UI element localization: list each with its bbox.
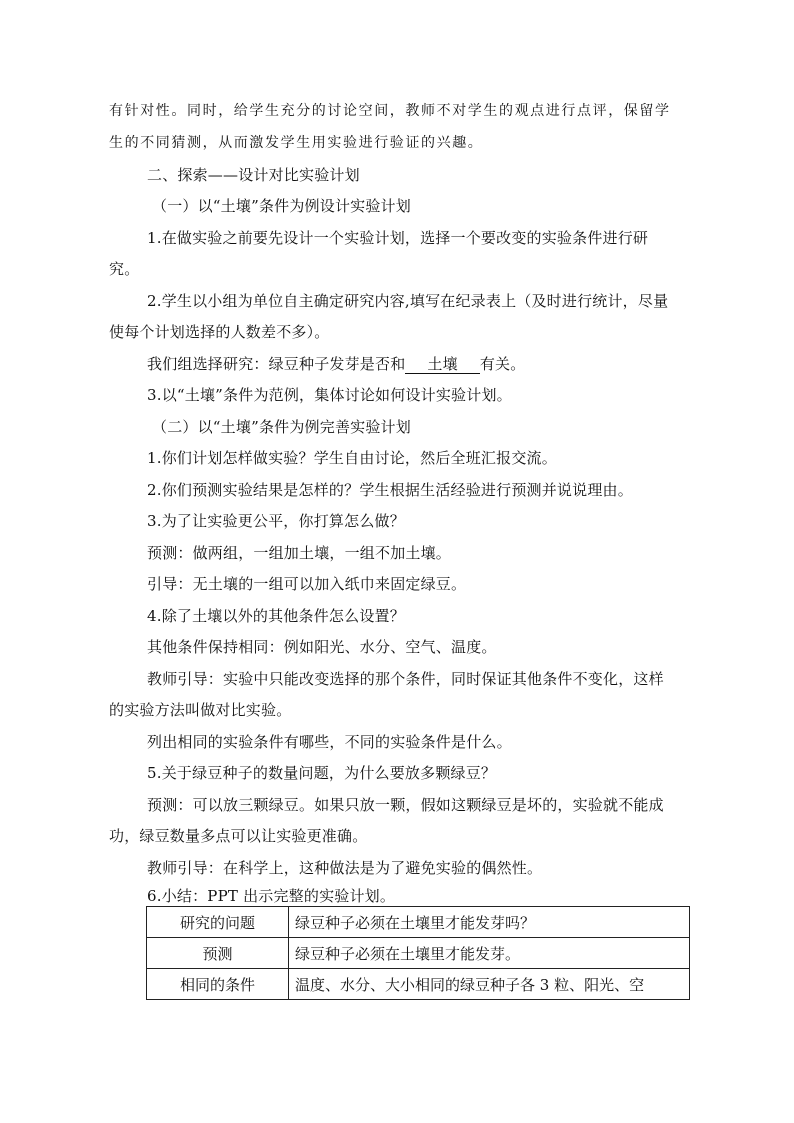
list-conditions: 列出相同的实验条件有哪些，不同的实验条件是什么。 — [147, 733, 512, 751]
paragraph-1-line-2: 究。 — [109, 260, 140, 278]
table-cell-label: 预测 — [147, 938, 289, 969]
table-row — [147, 969, 690, 1000]
paragraph-3: 3.以“土壤”条件为范例，集体讨论如何设计实验计划。 — [147, 386, 512, 404]
intro-line-2: 生的不同猜测，从而激发学生用实验进行验证的兴趣。 — [109, 135, 484, 151]
guidance-1: 引导：无土壤的一组可以加入纸巾来固定绿豆。 — [147, 575, 467, 593]
teacher-guidance-2: 教师引导：在科学上，这种做法是为了避免实验的偶然性。 — [147, 859, 543, 877]
paragraph-2-line-1: 2.学生以小组为单位自主确定研究内容,填写在纪录表上（及时进行统计，尽量 — [147, 292, 669, 310]
fill-blank-answer: 土壤 — [405, 355, 479, 374]
table-cell-label: 研究的问题 — [147, 907, 289, 938]
paragraph-1-line-1: 1.在做实验之前要先设计一个实验计划，选择一个要改变的实验条件进行研 — [147, 229, 649, 247]
other-conditions: 其他条件保持相同：例如阳光、水分、空气、温度。 — [147, 638, 497, 656]
question-4: 4.除了土壤以外的其他条件怎么设置？ — [147, 607, 405, 625]
fill-suffix: 有关。 — [479, 355, 526, 373]
prediction-1: 预测：做两组，一组加土壤，一组不加土壤。 — [147, 544, 452, 562]
section-heading: 二、探索——设计对比实验计划 — [147, 166, 360, 184]
summary: 6.小结：PPT 出示完整的实验计划。 — [147, 887, 396, 905]
table-row — [147, 907, 690, 938]
paragraph-2-line-2: 使每个计划选择的人数差不多）。 — [109, 323, 330, 341]
fill-prefix: 我们组选择研究：绿豆种子发芽是否和 — [147, 355, 406, 373]
table-cell-value: 温度、水分、大小相同的绿豆种子各 3 粒、阳光、空 — [289, 969, 690, 1000]
table-cell-label: 相同的条件 — [147, 969, 289, 1000]
question-2: 2.你们预测实验结果是怎样的？学生根据生活经验进行预测并说说理由。 — [147, 481, 633, 499]
experiment-plan-table — [146, 906, 690, 1000]
fill-in-sentence — [147, 354, 737, 374]
subsection-heading-2: （二）以“土壤”条件为例完善实验计划 — [152, 418, 411, 436]
intro-line-1: 有针对性。同时，给学生充分的讨论空间，教师不对学生的观点进行点评，保留学 — [109, 103, 671, 119]
teacher-guidance-1-line-1: 教师引导：实验中只能改变选择的那个条件，同时保证其他条件不变化，这样 — [147, 670, 664, 688]
subsection-heading-1: （一）以“土壤”条件为例设计实验计划 — [152, 197, 411, 215]
question-3: 3.为了让实验更公平，你打算怎么做？ — [147, 512, 405, 530]
table-cell-value: 绿豆种子必须在土壤里才能发芽。 — [289, 938, 690, 969]
teacher-guidance-1-line-2: 的实验方法叫做对比实验。 — [109, 701, 292, 719]
prediction-2-line-2: 功，绿豆数量多点可以让实验更准确。 — [109, 827, 368, 845]
question-5: 5.关于绿豆种子的数量问题，为什么要放多颗绿豆？ — [147, 764, 497, 782]
table-cell-value: 绿豆种子必须在土壤里才能发芽吗？ — [289, 907, 690, 938]
question-1: 1.你们计划怎样做实验？学生自由讨论，然后全班汇报交流。 — [147, 449, 557, 467]
table-row — [147, 938, 690, 969]
prediction-2-line-1: 预测：可以放三颗绿豆。如果只放一颗，假如这颗绿豆是坏的，实验就不能成 — [147, 796, 664, 814]
